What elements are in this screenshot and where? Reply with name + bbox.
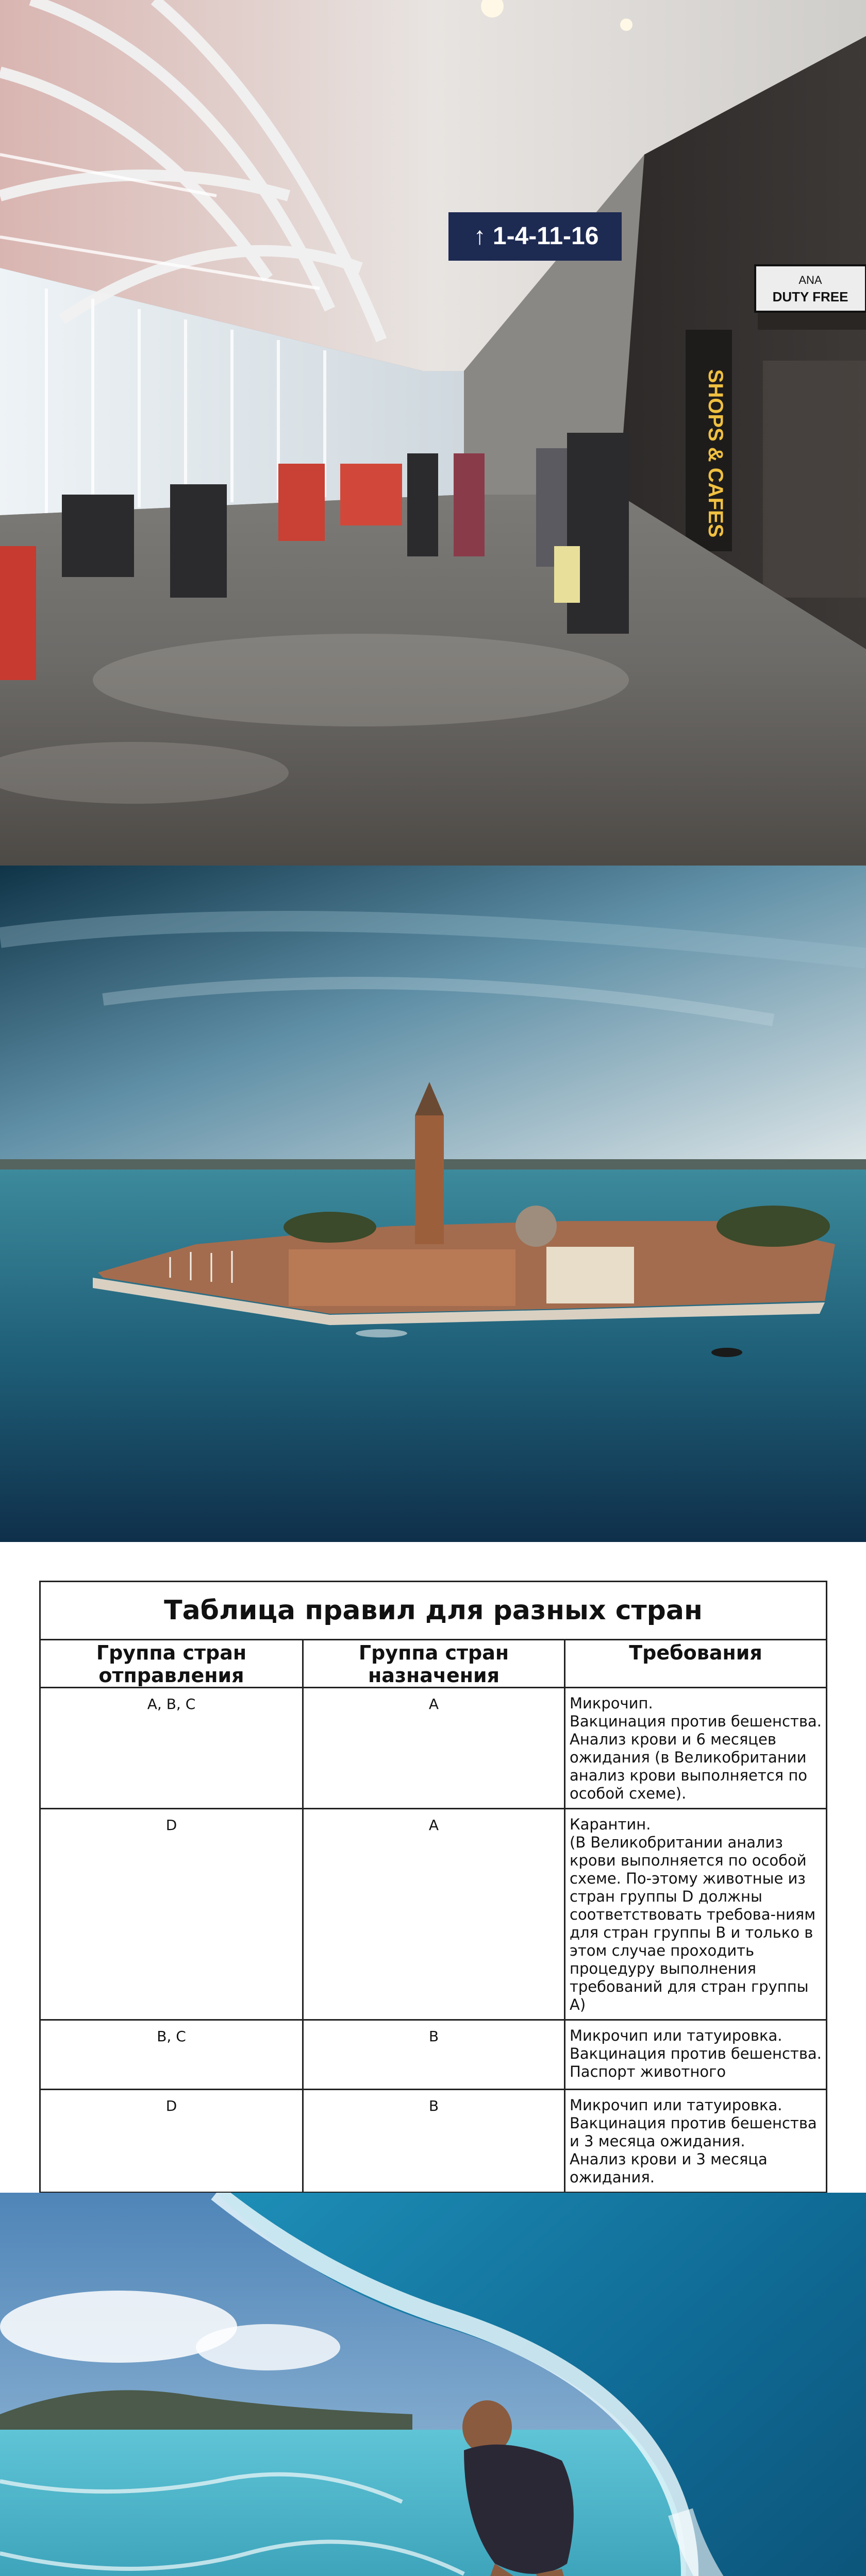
origin-group-cell: D [40,2090,303,2193]
destination-group-cell: B [303,2020,565,2090]
gate-sign-label: 1-4-11-16 [492,223,599,250]
requirements-cell: Микрочип. Вакцинация против бешенства. Анализ крови и 6 месяцев ожидания (в Великобритании анализ крови выполняется по особой схеме). [565,1688,827,1809]
up-arrow-icon: ↑ [473,223,486,250]
table-row [40,1688,827,1809]
svg-text:↑ 1-4-11-16 [474,223,599,250]
shops-cafes-sign: SHOPS & CAFES [704,369,727,538]
table-header-row [40,1640,827,1688]
table-row [40,1809,827,2020]
venice-island-photo [0,866,866,1542]
table-row [40,2020,827,2090]
table-title: Таблица правил для разных стран [40,1582,827,1640]
origin-group-cell: A, B, C [40,1688,303,1809]
origin-group-cell: D [40,1809,303,2020]
table-row [40,2090,827,2193]
surfer-wave-photo [0,2193,866,2576]
requirements-cell: Микрочип или татуировка. Вакцинация против бешенства. Паспорт животного [565,2020,827,2090]
origin-group-cell: B, C [40,2020,303,2090]
duty-free-brand: ANA [798,274,822,286]
destination-group-cell: A [303,1809,565,2020]
header-origin-group: Группа стран отправления [40,1640,303,1688]
header-requirements: Требования [565,1640,827,1688]
destination-group-cell: A [303,1688,565,1809]
airport-terminal-photo [0,0,866,866]
duty-free-sign: DUTY FREE [772,289,848,304]
rules-table-section [39,1581,826,2193]
requirements-cell: Микрочип или татуировка. Вакцинация против бешенства и 3 месяца ожидания. Анализ крови и 3 месяца ожидания. [565,2090,827,2193]
header-destination-group: Группа стран назначения [303,1640,565,1688]
rules-table [39,1581,827,2193]
requirements-cell: Карантин. (В Великобритании анализ крови выполняется по особой схеме. По-этому животные из стран группы D должны соответствовать требова-ниям для стран группы B и только в этом случае проходить процедуру выполнения требований для стран группы A) [565,1809,827,2020]
destination-group-cell: B [303,2090,565,2193]
